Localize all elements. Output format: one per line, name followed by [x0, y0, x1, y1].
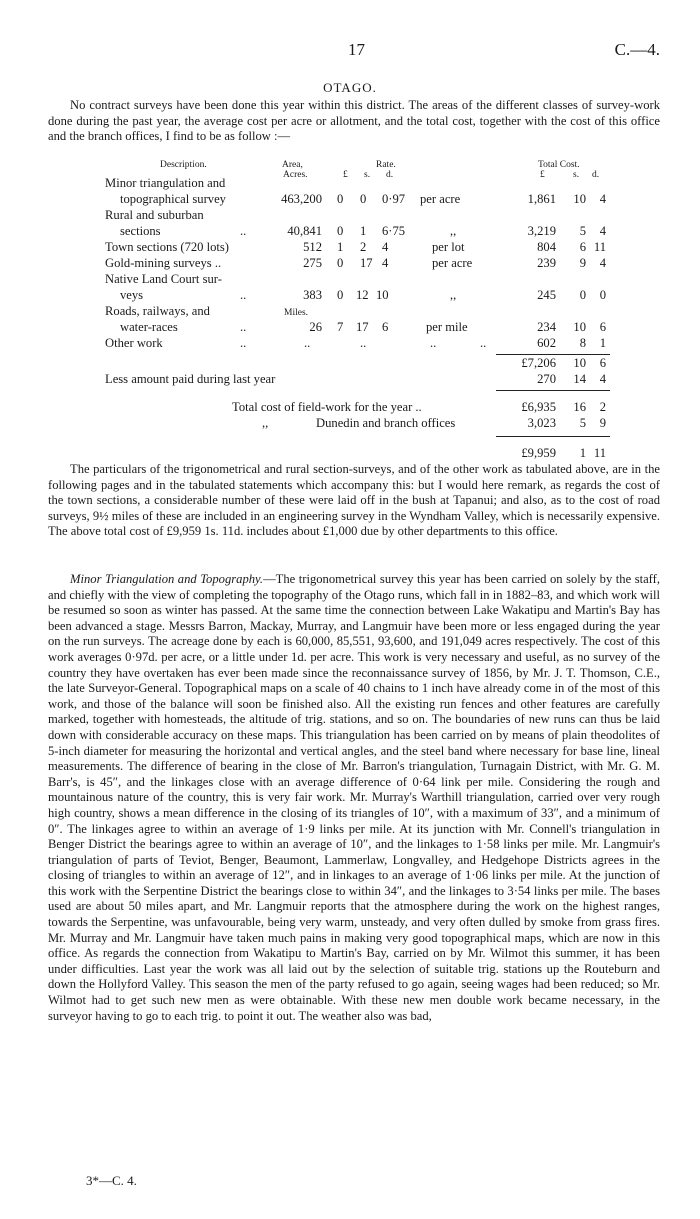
row-rate-s: 0 [360, 192, 367, 206]
header-area: Area, [282, 160, 303, 170]
row-dots: .. [240, 320, 247, 334]
row-area: 275 [303, 256, 322, 270]
grand-total-d: 11 [593, 446, 606, 460]
row-rate-d: 6·75 [382, 224, 406, 238]
table-rule [496, 436, 610, 437]
subtotal-s: 10 [573, 356, 586, 370]
header-rate-l: £ [343, 170, 348, 180]
row-desc: Rural and suburban [105, 208, 204, 222]
less-s: 14 [573, 372, 586, 386]
subtotal-d: 6 [599, 356, 606, 370]
row-rate-l: 0 [337, 224, 344, 238]
row-rate-l: 0 [337, 192, 344, 206]
row-area: 512 [303, 240, 322, 254]
row-total-d: 4 [599, 224, 606, 238]
header-total-s: s. [573, 170, 580, 180]
header-description: Description. [160, 160, 207, 170]
row-rate-l: 0 [337, 288, 344, 302]
row-total-d: 1 [599, 336, 606, 350]
triangulation-paragraph [48, 572, 660, 1024]
row-rate-s: 2 [360, 240, 367, 254]
row-desc: Gold-mining surveys .. [105, 256, 222, 270]
table-rule [496, 390, 610, 391]
row-area-unit: Miles. [284, 308, 309, 318]
less-l: 270 [537, 372, 556, 386]
row-total-l: 245 [537, 288, 556, 302]
row-total-s: 5 [579, 224, 586, 238]
row-total-s: 6 [579, 240, 586, 254]
subtotal-l: £7,206 [521, 356, 556, 370]
row-rate-d: 0·97 [382, 192, 406, 206]
row-area: 463,200 [281, 192, 322, 206]
offices-l: 3,023 [527, 416, 556, 430]
grand-total-s: 1 [579, 446, 586, 460]
less-label: Less amount paid during last year [105, 372, 276, 386]
row-total-d: 4 [599, 192, 606, 206]
row-rate-per: per acre [420, 192, 461, 206]
row-dots: .. [240, 224, 247, 238]
grand-total-l: £9,959 [521, 446, 556, 460]
row-total-l: 234 [537, 320, 556, 334]
row-desc-cont: sections [120, 224, 161, 238]
row-rate-l: 1 [337, 240, 344, 254]
row-rate-per: per lot [432, 240, 465, 254]
row-total-d: 11 [593, 240, 606, 254]
row-desc: Native Land Court sur- [105, 272, 222, 286]
intro-paragraph: No contract surveys have been done this year within this district. The areas of the different classes of survey-work done during the past year, the average cost per acre or allotment, and the total cost, together with the cost of this office and the branch offices, I find to be as follow :— [48, 98, 660, 144]
row-area: 383 [303, 288, 322, 302]
offices-ditto: ,, [262, 416, 269, 430]
header-rate: Rate. [376, 160, 396, 170]
row-total-s: 10 [573, 192, 586, 206]
row-rate-s: 12 [356, 288, 369, 302]
row-dots: .. [240, 336, 247, 350]
offices-label: Dunedin and branch offices [316, 416, 456, 430]
row-rate-per: per mile [426, 320, 468, 334]
particulars-paragraph: The particulars of the trigonometrical and rural section-surveys, and of the other work as tabulated above, are in the following pages and in the tabulated statements which accompany this: but I would here remark, as regards the cost of the town sections, a considerable number of these were laid off in the bush at Tapanui; and also, as to the cost of road surveys, 9½ miles of these are included in an engineering survey in the Wyndham Valley, which is necessarily expensive. The above total cost of £9,959 1s. 11d. includes about £1,000 due by other departments to this office. [48, 462, 660, 539]
fieldwork-l: £6,935 [521, 400, 556, 414]
offices-s: 5 [579, 416, 586, 430]
district-title: OTAGO. [323, 80, 377, 95]
row-rate-l: 0 [337, 256, 344, 270]
header-total-cost: Total Cost. [538, 160, 580, 170]
row-total-s: 9 [579, 256, 586, 270]
row-area: 40,841 [287, 224, 322, 238]
row-rate-d: 4 [382, 256, 389, 270]
row-desc: Other work [105, 336, 163, 350]
offices-d: 9 [599, 416, 606, 430]
row-rate-l: 7 [337, 320, 344, 334]
fieldwork-s: 16 [573, 400, 586, 414]
row-total-l: 602 [537, 336, 556, 350]
row-total-s: 0 [579, 288, 586, 302]
row-total-l: 1,861 [527, 192, 556, 206]
row-rate-dots: .. [360, 336, 367, 350]
page-footer-reference: 3*—C. 4. [86, 1173, 137, 1188]
page-number: 17 [348, 40, 365, 59]
fieldwork-d: 2 [599, 400, 606, 414]
section-heading: Minor Triangulation and Topography. [70, 572, 264, 586]
row-rate-s: 17 [356, 320, 369, 334]
document-reference: C.—4. [614, 40, 660, 59]
row-rate-d: 4 [382, 240, 389, 254]
less-d: 4 [599, 372, 606, 386]
row-rate-s: 1 [360, 224, 367, 238]
row-dots: .. [240, 288, 247, 302]
row-total-d: 0 [599, 288, 606, 302]
fieldwork-label: Total cost of field-work for the year .. [232, 400, 422, 414]
header-total-l: £ [540, 170, 545, 180]
row-desc: Minor triangulation and [105, 176, 226, 190]
row-desc-cont: water-races [120, 320, 178, 334]
row-rate-per: ,, [450, 224, 457, 238]
row-rate-per: ,, [450, 288, 457, 302]
row-total-d: 4 [599, 256, 606, 270]
table-rule [496, 354, 610, 355]
row-area: .. [304, 336, 311, 350]
row-total-l: 804 [537, 240, 556, 254]
row-rate-d: 10 [376, 288, 389, 302]
row-rate-dots: .. [480, 336, 487, 350]
row-rate-s: 17 [360, 256, 373, 270]
row-rate-per: per acre [432, 256, 473, 270]
header-rate-d: d. [386, 170, 394, 180]
row-total-s: 8 [579, 336, 586, 350]
row-area: 26 [309, 320, 322, 334]
row-total-d: 6 [599, 320, 606, 334]
row-desc-cont: topographical survey [120, 192, 226, 206]
row-total-s: 10 [573, 320, 586, 334]
row-rate-dots: .. [430, 336, 437, 350]
row-desc-cont: veys [120, 288, 144, 302]
page-header [0, 40, 700, 64]
row-desc: Town sections (720 lots) [105, 240, 229, 254]
header-rate-s: s. [364, 170, 371, 180]
row-rate-d: 6 [382, 320, 389, 334]
header-total-d: d. [592, 170, 600, 180]
header-area-unit: Acres. [283, 170, 308, 180]
row-desc: Roads, railways, and [105, 304, 210, 318]
survey-cost-table [0, 160, 700, 472]
section-body: —The trigonometrical survey this year has been carried on solely by the staff, and chiefly with the view of completing the topography of the Otago runs, which fall in in 1882–83, and which work will be resumed so soon as winter has passed. At the same time the connection between Lake Wakatipu and Martin's Bay has been advanced a stage. Messrs Barron, Mackay, Murray, and Langmuir have been more or less engaged during the year on the run surveys. The acreage done by each is 60,000, 85,551, 93,600, and 191,049 acres respectively. The cost of this work averages 0·97d. per acre, or a little under 1d. per acre. This work is very necessary and useful, as no survey of the country they have overtaken has ever been made since the reconnaissance survey of 1856, by Mr. J. T. Thomson, C.E., the late Surveyor-General. Topographical maps on a scale of 40 chains to 1 inch have already come in of the most of this work, and those of the balance will soon be finished also. All the existing run fences and other features are carefully marked, together with homesteads, the altitude of trig. stations, and so on. The boundaries of new runs can thus be laid down with considerable accuracy on these maps. This triangulation has been carried on by means of plain theodolites of 5-inch diameter for measuring the horizontal and vertical angles, and the steel band where necessary for base line, lineal measurements. The difference of bearing in the close of Mr. Barron's triangulation, Turnagain District, with Mr. G. M. Barr's, is 45″, and the linkages close with an average difference of 0·64 link per mile. Considering the rough and mountainous nature of the country, this is very fair work. Mr. Murray's Warthill triangulation, carried over very rough high country, shows a mean difference in the closing of its triangles of 10″, with a maximum of 33″, and a minimum of 0″. The linkages agree to within an average of 1·9 links per mile. At its junction with Mr. Connell's triangulation in Benger District the bearings agree to within an average of 10″, and the linkages to 1·58 links per mile. Mr. Langmuir's triangulation of parts of Teviot, Benger, Beaumont, Lammerlaw, Longvalley, and Hedgehope Districts agrees in the closing of triangles to within an average of 12″, and in linkages to an average of 1·06 links per mile. At the junction of this work with the Serpentine District the bearings close to within 34″, and the linkages to 3·54 links per mile. The bases used are about 50 miles apart, and Mr. Langmuir reports that the atmosphere during the work on the highest ranges, towards the Serpentine, was unfavourable, being very warm, unsteady, and very often dulled by smoke from grass fires. Mr. Murray and Mr. Langmuir have taken much pains in making very good topographical maps, which are now in this office. As regards the connection from Wakatipu to Martin's Bay, carried on by Mr. Wilmot this summer, it has been under difficulties. Last year the work was all laid out by the selection of suitable trig. stations up the Routeburn and down the Hollyford Valley. This season the men of the party refused to go again, seeing wages had been reduced; so Mr. Wilmot had to get such new men as were obtainable. With these new men double work became necessary, in the surveyor having to go to each trig. to point it out. The weather also was bad, [48, 572, 660, 1023]
row-total-l: 3,219 [527, 224, 556, 238]
row-total-l: 239 [537, 256, 556, 270]
